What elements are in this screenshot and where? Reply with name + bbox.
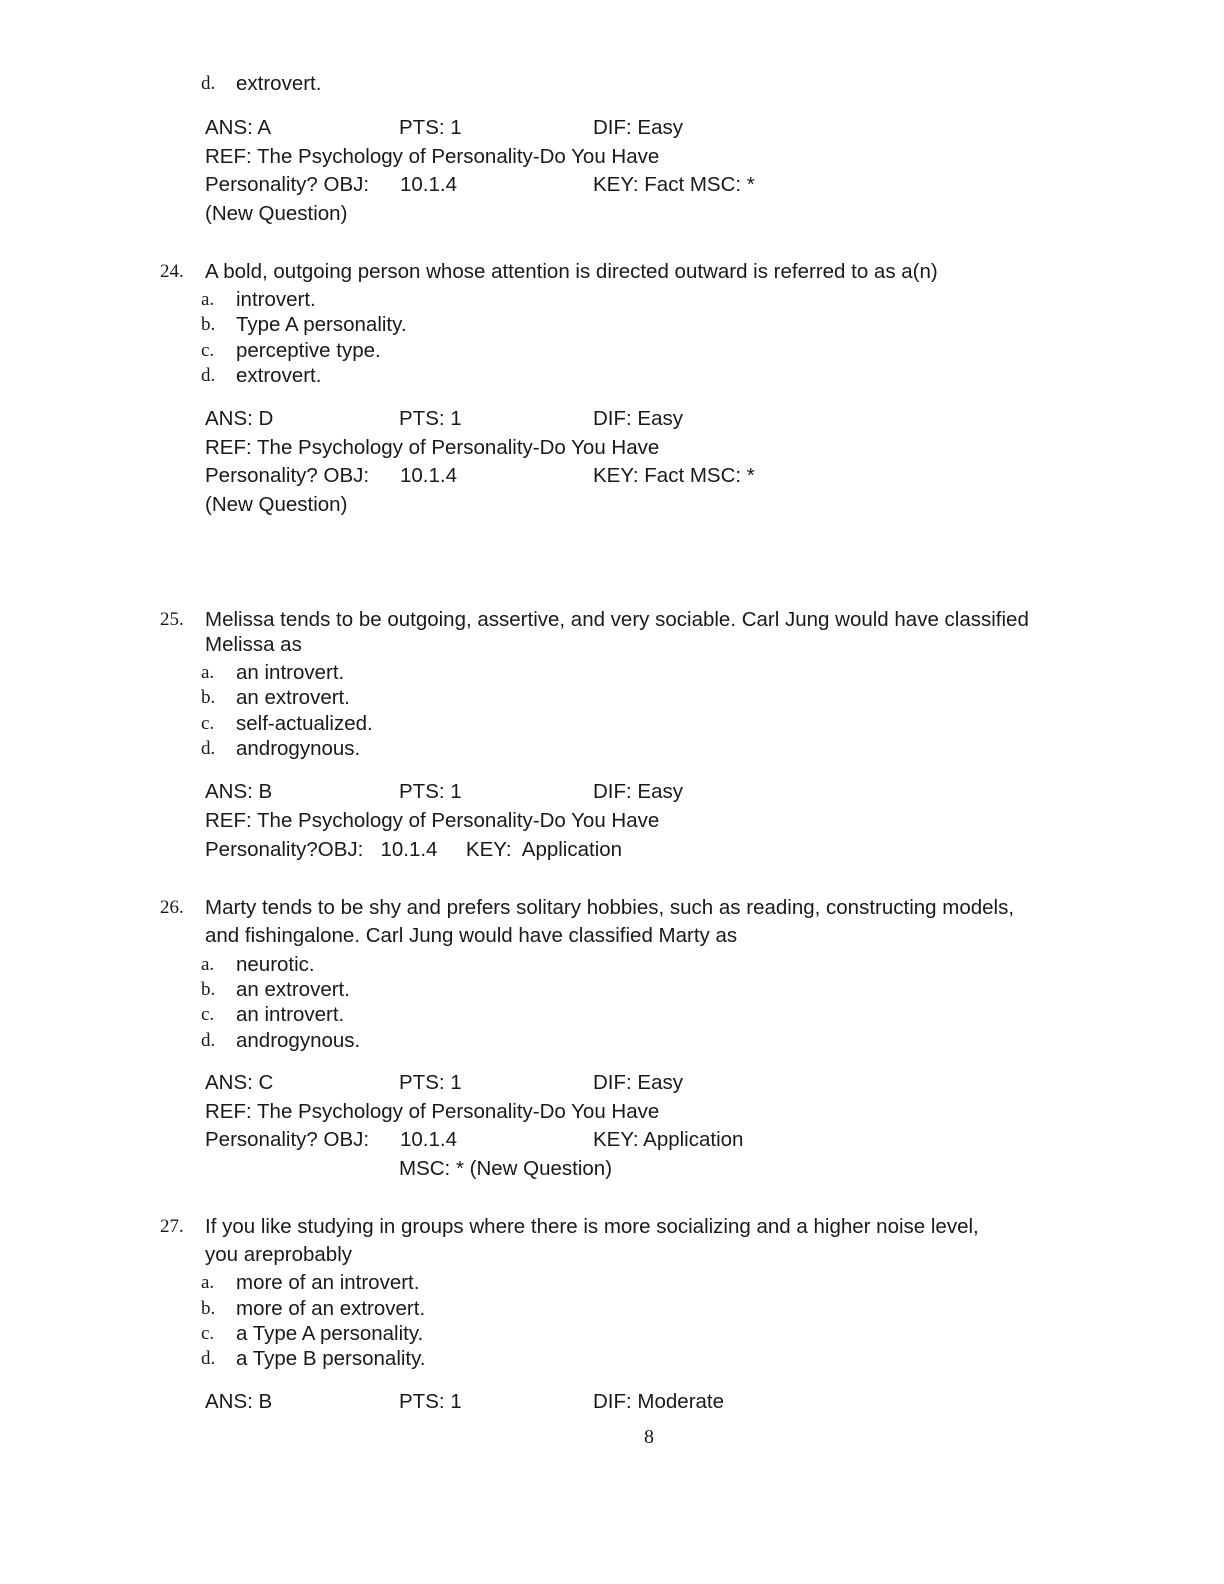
option-text: an extrovert. [236, 978, 350, 1001]
question-stem: A bold, outgoing person whose attention is directed outward is referred to as a(n) [205, 260, 938, 283]
objective-value: 10.1.4 [400, 464, 457, 487]
note: (New Question) [205, 202, 348, 225]
option-text: androgynous. [236, 1029, 361, 1052]
question-stem: you areprobably [205, 1243, 353, 1266]
question-stem: Marty tends to be shy and prefers solitary hobbies, such as reading, constructing models, [205, 896, 1015, 919]
option-text: an introvert. [236, 661, 345, 684]
option-letter: b. [201, 314, 216, 335]
option-letter: a. [201, 289, 215, 310]
option-text: Type A personality. [236, 313, 407, 336]
option-text: perceptive type. [236, 339, 381, 362]
objective-label: Personality? OBJ: [205, 1128, 370, 1151]
question-stem: If you like studying in groups where there is more socializing and a higher noise level, [205, 1215, 979, 1238]
answer-key: ANS: B [205, 780, 273, 803]
option-letter: b. [201, 687, 216, 708]
option-letter: d. [201, 73, 216, 94]
answer-key: ANS: C [205, 1071, 274, 1094]
option-text: more of an introvert. [236, 1271, 420, 1294]
answer-key: ANS: D [205, 407, 274, 430]
option-text: extrovert. [236, 364, 322, 387]
difficulty: DIF: Easy [593, 116, 683, 139]
option-text: androgynous. [236, 737, 361, 760]
reference: REF: The Psychology of Personality-Do You Have [205, 436, 660, 459]
objective-key: Personality?OBJ: 10.1.4 KEY: Application [205, 838, 623, 861]
question-stem: Melissa as [205, 633, 302, 656]
question-number: 27. [160, 1216, 184, 1237]
option-letter: c. [201, 1004, 215, 1025]
objective-value: 10.1.4 [400, 1128, 457, 1151]
question-stem: Melissa tends to be outgoing, assertive, and very sociable. Carl Jung would have classified [205, 608, 1029, 631]
option-letter: a. [201, 954, 215, 975]
question-number: 25. [160, 609, 184, 630]
option-letter: d. [201, 365, 216, 386]
note: (New Question) [205, 493, 348, 516]
option-letter: d. [201, 738, 216, 759]
option-text: a Type B personality. [236, 1347, 426, 1370]
objective-label: Personality? OBJ: [205, 173, 370, 196]
option-text: an extrovert. [236, 686, 350, 709]
reference: REF: The Psychology of Personality-Do You Have [205, 809, 660, 832]
answer-key: ANS: A [205, 116, 272, 139]
option-text: self-actualized. [236, 712, 373, 735]
points: PTS: 1 [399, 1390, 462, 1413]
option-text: neurotic. [236, 953, 315, 976]
reference: REF: The Psychology of Personality-Do You Have [205, 145, 660, 168]
objective-label: Personality? OBJ: [205, 464, 370, 487]
page-number: 8 [644, 1426, 654, 1448]
points: PTS: 1 [399, 116, 462, 139]
option-text: introvert. [236, 288, 316, 311]
option-text: a Type A personality. [236, 1322, 424, 1345]
key-msc: KEY: Fact MSC: * [593, 173, 755, 196]
difficulty: DIF: Moderate [593, 1390, 725, 1413]
difficulty: DIF: Easy [593, 407, 683, 430]
question-number: 26. [160, 897, 184, 918]
key-value: KEY: Application [593, 1128, 744, 1151]
question-number: 24. [160, 261, 184, 282]
answer-key: ANS: B [205, 1390, 273, 1413]
option-letter: d. [201, 1030, 216, 1051]
option-letter: a. [201, 662, 215, 683]
option-text: an introvert. [236, 1003, 345, 1026]
key-msc: KEY: Fact MSC: * [593, 464, 755, 487]
question-stem: and fishingalone. Carl Jung would have classified Marty as [205, 924, 738, 947]
option-letter: d. [201, 1348, 216, 1369]
msc-note: MSC: * (New Question) [399, 1157, 613, 1180]
option-letter: b. [201, 979, 216, 1000]
option-letter: c. [201, 340, 215, 361]
reference: REF: The Psychology of Personality-Do You Have [205, 1100, 660, 1123]
option-letter: c. [201, 713, 215, 734]
option-text: extrovert. [236, 72, 322, 95]
points: PTS: 1 [399, 407, 462, 430]
points: PTS: 1 [399, 1071, 462, 1094]
objective-value: 10.1.4 [400, 173, 457, 196]
points: PTS: 1 [399, 780, 462, 803]
option-letter: a. [201, 1272, 215, 1293]
difficulty: DIF: Easy [593, 780, 683, 803]
option-letter: c. [201, 1323, 215, 1344]
option-letter: b. [201, 1298, 216, 1319]
option-text: more of an extrovert. [236, 1297, 426, 1320]
difficulty: DIF: Easy [593, 1071, 683, 1094]
